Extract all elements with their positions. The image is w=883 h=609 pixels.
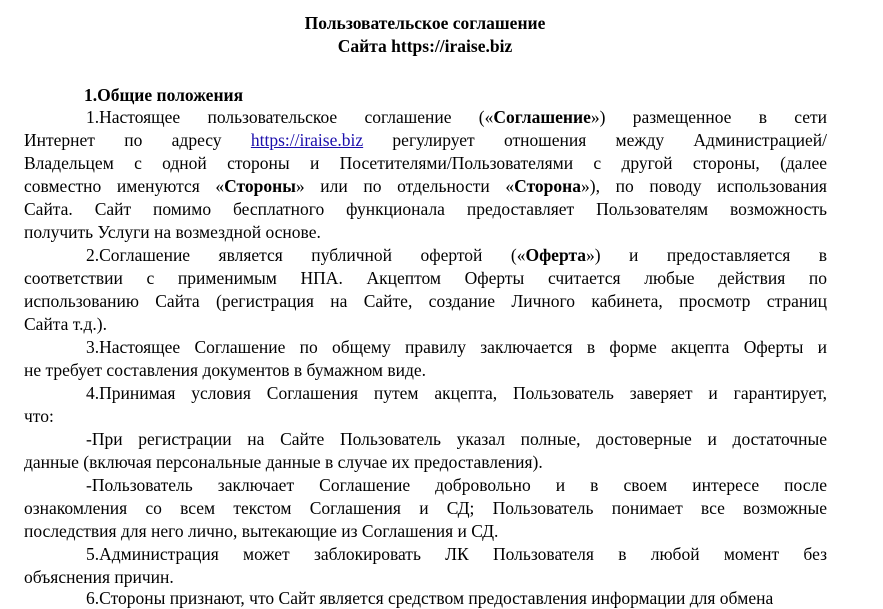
section-heading-general: 1.Общие положения — [84, 85, 244, 105]
paragraph-6-line-1-partial: 6.Стороны признают, что Сайт является средством предоставления информации для обмена — [86, 588, 774, 608]
paragraph-1-line-6: получить Услуги на возмездной основе. — [24, 222, 321, 242]
term-offer: Оферта — [525, 245, 587, 265]
bullet-1-line-1: -При регистрации на Сайте Пользователь указал полные, достоверные и достаточные — [86, 429, 827, 449]
paragraph-3-line-2: не требует составления документов в бумажном виде. — [24, 360, 427, 380]
bullet-2-line-3: последствия для него лично, вытекающие из Соглашения и СД. — [24, 521, 499, 541]
bullet-2-line-1: -Пользователь заключает Соглашение добровольно и в своем интересе после — [86, 475, 827, 495]
bullet-1-line-2: данные (включая персональные данные в случае их предоставления). — [24, 452, 543, 472]
document-subtitle: Сайта https://iraise.biz — [337, 36, 513, 56]
paragraph-4-line-1: 4.Принимая условия Соглашения путем акцепта, Пользователь заверяет и гарантирует, — [86, 383, 827, 403]
paragraph-2-line-2: соответствии с применимым НПА. Акцептом Оферты считается любые действия по — [24, 268, 827, 288]
bullet-2-line-2: ознакомления со всем текстом Соглашения и СД; Пользователь понимает все возможные — [24, 498, 827, 518]
paragraph-1-line-4: совместно именуются «Стороны» или по отдельности «Сторона»), по поводу использования — [24, 176, 827, 196]
paragraph-4-line-2: что: — [24, 406, 54, 426]
paragraph-5-line-1: 5.Администрация может заблокировать ЛК Пользователя в любой момент без — [86, 544, 827, 564]
site-link[interactable]: https://iraise.biz — [250, 130, 364, 150]
paragraph-2-line-1: 2.Соглашение является публичной офертой («Оферта») и предоставляется в — [86, 245, 827, 265]
paragraph-5-line-2: объяснения причин. — [24, 567, 174, 587]
paragraph-1-line-2: Интернет по адресу https://iraise.biz регулирует отношения между Администрацией/ — [24, 130, 828, 150]
paragraph-2-line-4: Сайта т.д.). — [24, 314, 107, 334]
paragraph-1-line-1: 1.Настоящее пользовательское соглашение («Соглашение») размещенное в сети — [86, 107, 827, 127]
paragraph-1-line-3: Владельцем с одной стороны и Посетителями/Пользователями с другой стороны, (далее — [24, 153, 827, 173]
term-agreement: Соглашение — [493, 107, 591, 127]
paragraph-1-line-5: Сайта. Сайт помимо бесплатного функционала предоставляет Пользователям возможность — [24, 199, 827, 219]
term-party: Сторона — [514, 176, 581, 196]
paragraph-3-line-1: 3.Настоящее Соглашение по общему правилу заключается в форме акцепта Оферты и — [86, 337, 827, 357]
document-title: Пользовательское соглашение — [304, 13, 546, 33]
paragraph-2-line-3: использованию Сайта (регистрация на Сайте, создание Личного кабинета, просмотр страниц — [24, 291, 827, 311]
term-parties: Стороны — [224, 176, 296, 196]
